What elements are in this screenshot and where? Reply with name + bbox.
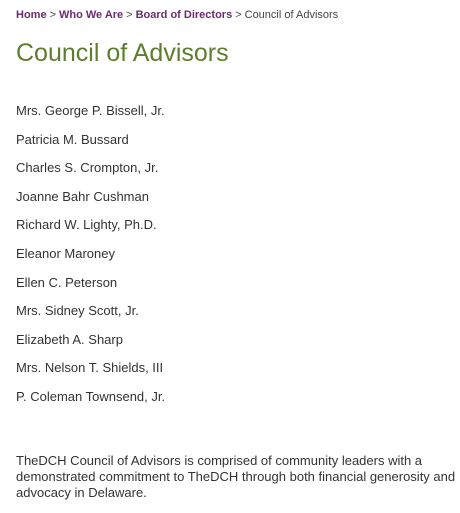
advisor-list (16, 102, 165, 417)
breadcrumb-separator: > (126, 9, 133, 21)
advisor-item: Charles S. Crompton, Jr. (16, 160, 159, 176)
advisor-item: Joanne Bahr Cushman (16, 188, 149, 204)
page-title: Council of Advisors (16, 39, 229, 67)
breadcrumb-link-home[interactable]: Home (16, 9, 47, 21)
advisor-item: P. Coleman Townsend, Jr. (16, 388, 166, 404)
advisor-item: Elizabeth A. Sharp (16, 331, 123, 347)
advisor-item: Richard W. Lighty, Ph.D. (16, 217, 157, 233)
advisor-item: Mrs. Nelson T. Shields, III (16, 360, 164, 376)
advisor-item: Mrs. Sidney Scott, Jr. (16, 303, 139, 319)
breadcrumb-link-board-of-directors[interactable]: Board of Directors (135, 9, 233, 21)
breadcrumb-current: Council of Advisors (244, 9, 339, 21)
breadcrumb-separator: > (49, 9, 56, 21)
breadcrumb (16, 8, 338, 22)
council-description: TheDCH Council of Advisors is comprised of community leaders with a demonstrated commitment to TheDCH through both financial generosity and advocacy in Delaware. (16, 453, 456, 500)
advisor-item: Eleanor Maroney (16, 245, 115, 261)
breadcrumb-separator: > (235, 9, 242, 21)
breadcrumb-link-who-we-are[interactable]: Who We Are (59, 9, 124, 21)
advisor-item: Mrs. George P. Bissell, Jr. (16, 103, 165, 118)
advisor-item: Patricia M. Bussard (16, 131, 129, 147)
advisor-item: Ellen C. Peterson (16, 274, 118, 290)
